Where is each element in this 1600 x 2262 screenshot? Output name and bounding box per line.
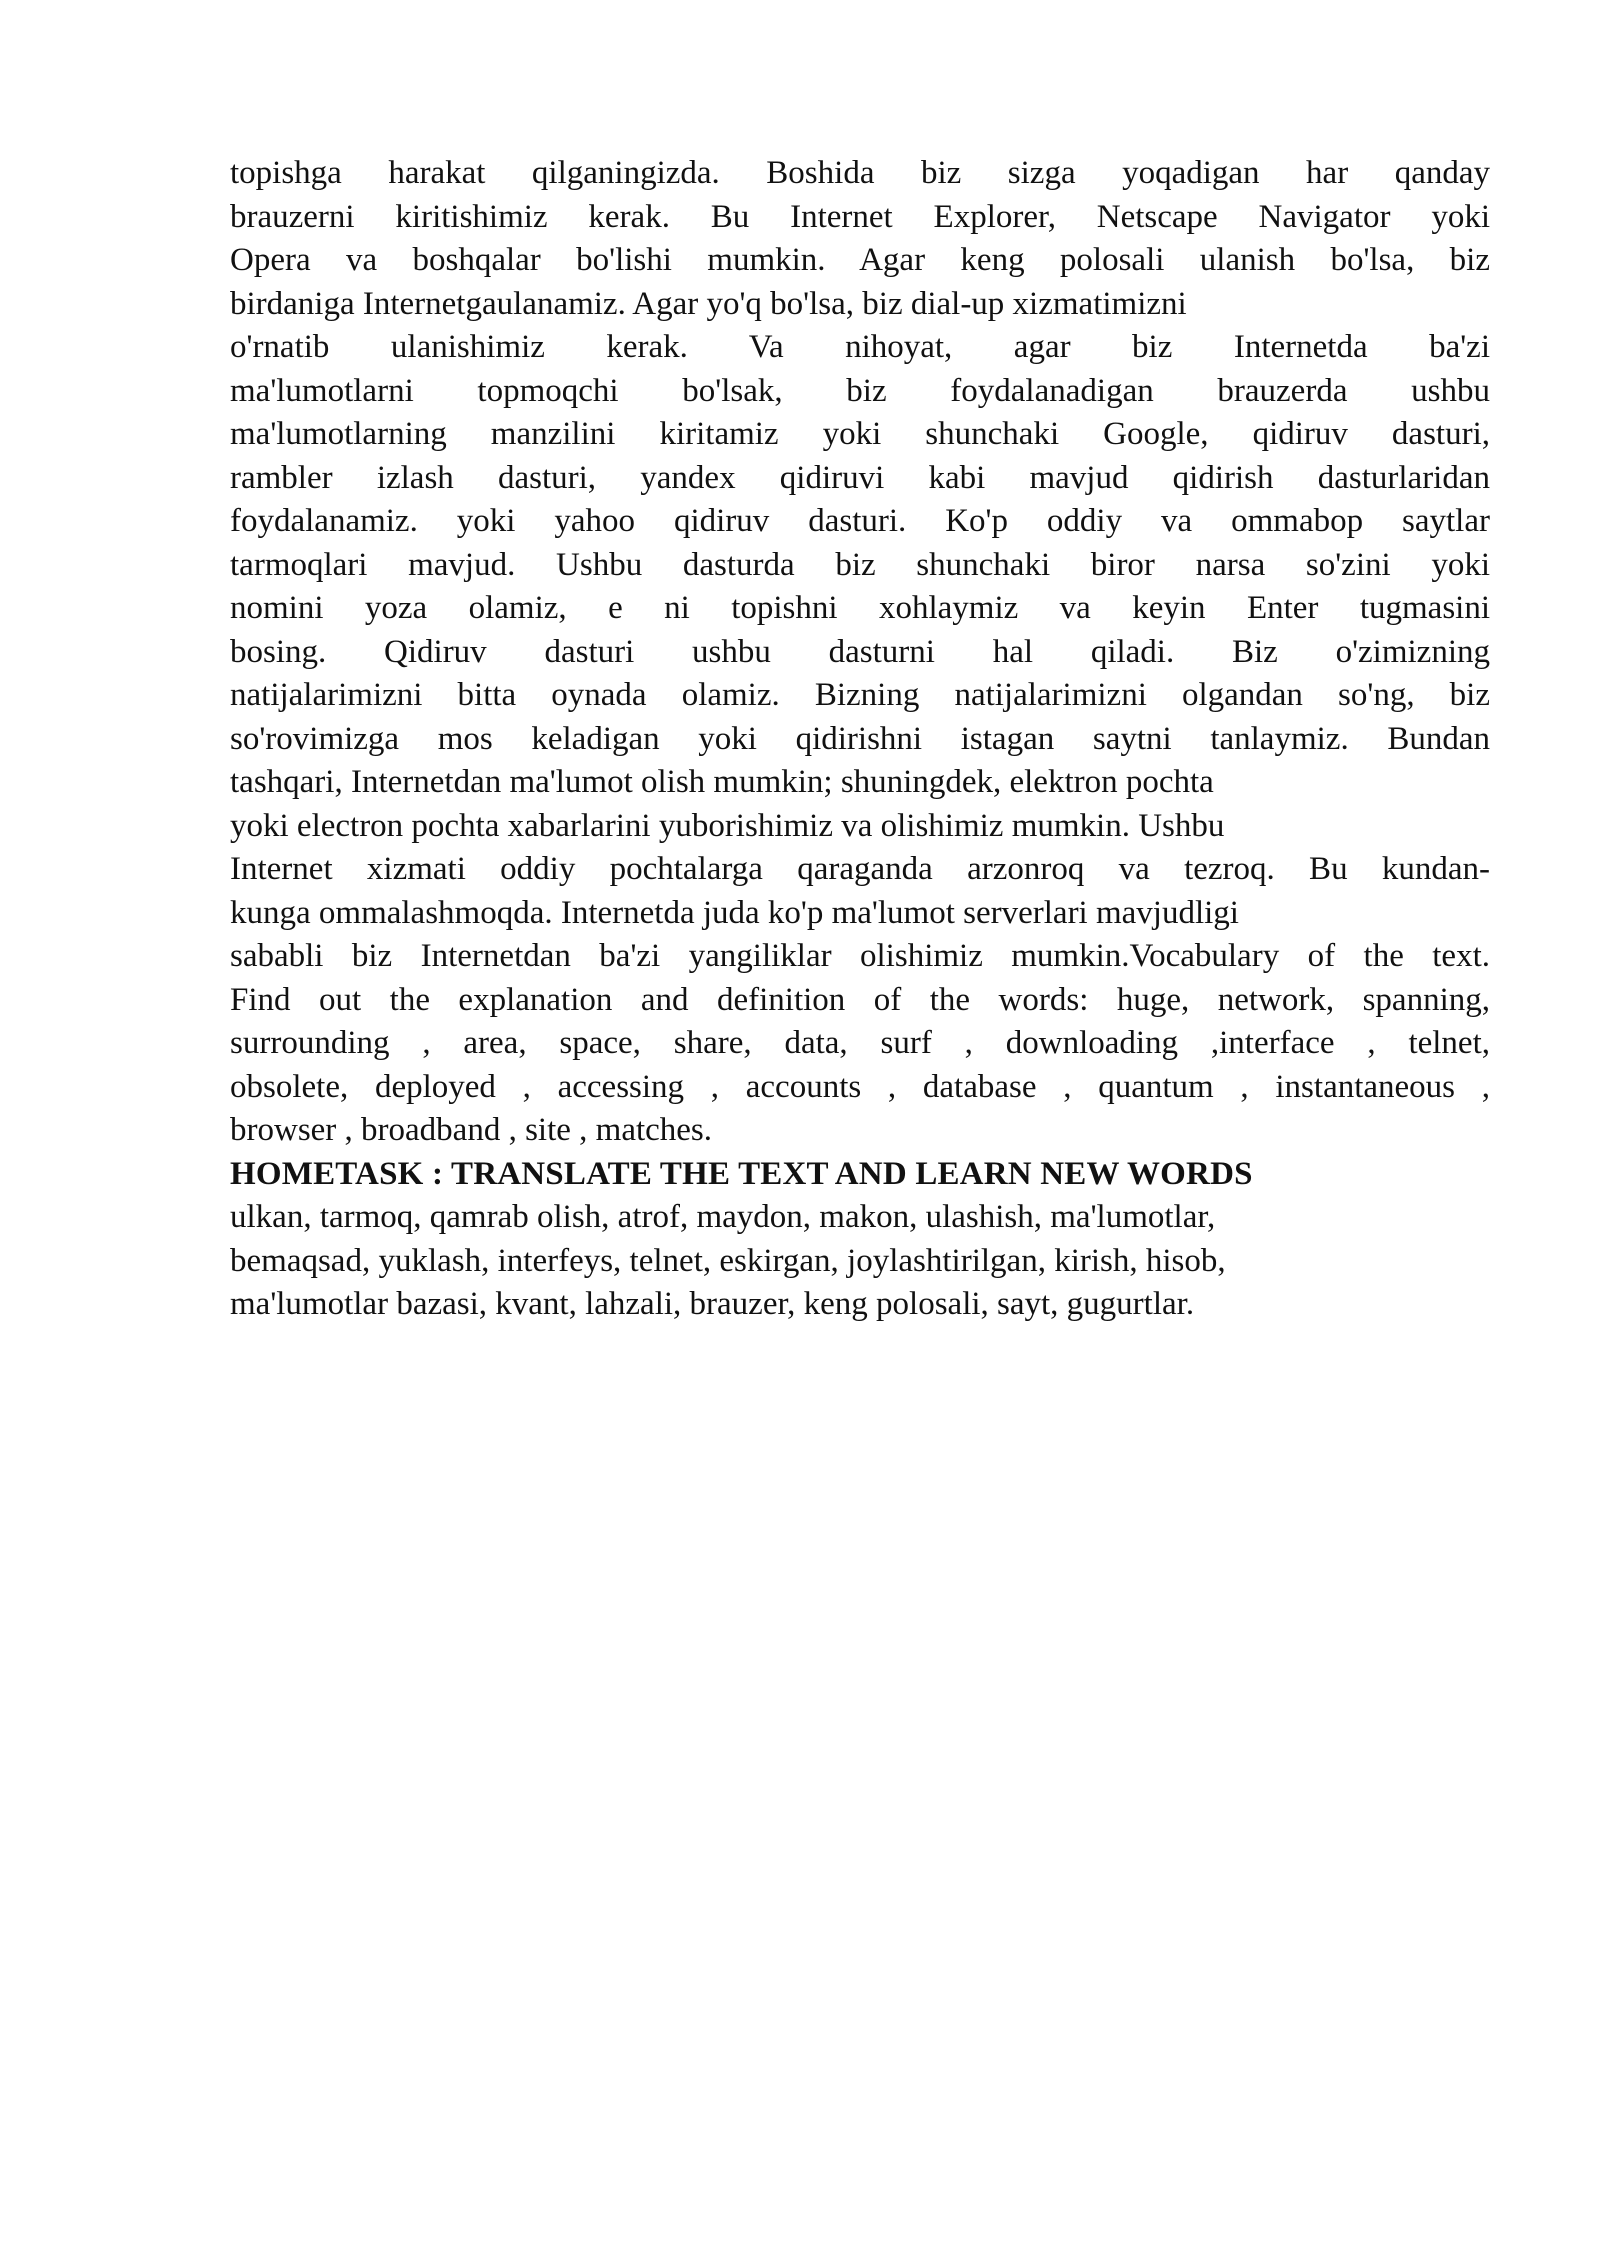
translation-line: ma'lumotlar bazasi, kvant, lahzali, brauzer, keng polosali, sayt, gugurtlar. <box>230 1286 1195 1322</box>
body-line: topishga harakat qilganingizda. Boshida biz sizga yoqadigan har qanday <box>230 155 1490 191</box>
translation-paragraph <box>230 1196 1490 1327</box>
body-line: tashqari, Internetdan ma'lumot olish mumkin; shuningdek, elektron pochta <box>230 764 1214 800</box>
body-line: so'rovimizga mos keladigan yoki qidirishni istagan saytni tanlaymiz. Bundan <box>230 720 1490 757</box>
body-line: ma'lumotlarning manzilini kiritamiz yoki shunchaki Google, qidiruv dasturi, <box>230 416 1490 452</box>
body-line: bosing. Qidiruv dasturi ushbu dasturni hal qiladi. Biz o'zimizning <box>230 633 1490 670</box>
body-paragraph <box>230 152 1490 1153</box>
body-line: obsolete, deployed , accessing , accounts , database , quantum , instantaneous , <box>230 1068 1490 1105</box>
document-text <box>230 152 1490 1327</box>
body-line: brauzerni kiritishimiz kerak. Bu Internet Explorer, Netscape Navigator yoki <box>230 198 1490 235</box>
body-line: natijalarimizni bitta oynada olamiz. Bizning natijalarimizni olgandan so'ng, biz <box>230 677 1490 713</box>
body-line: Opera va boshqalar bo'lishi mumkin. Agar keng polosali ulanish bo'lsa, biz <box>230 242 1490 278</box>
body-line: nomini yoza olamiz, e ni topishni xohlaymiz va keyin Enter tugmasini <box>230 590 1490 626</box>
body-line: surrounding , area, space, share, data, surf , downloading ,interface , telnet, <box>230 1025 1490 1061</box>
body-line: ma'lumotlarni topmoqchi bo'lsak, biz foydalanadigan brauzerda ushbu <box>230 372 1490 409</box>
hometask-heading: HOMETASK : TRANSLATE THE TEXT AND LEARN NEW WORDS <box>230 1155 1253 1192</box>
body-line: birdaniga Internetgaulanamiz. Agar yo'q bo'lsa, biz dial-up xizmatimizni <box>230 285 1187 322</box>
body-line: browser , broadband , site , matches. <box>230 1112 713 1148</box>
body-line: Find out the explanation and definition of the words: huge, network, spanning, <box>230 981 1490 1018</box>
body-line: rambler izlash dasturi, yandex qidiruvi kabi mavjud qidirish dasturlaridan <box>230 459 1490 496</box>
body-line: kunga ommalashmoqda. Internetda juda ko'p ma'lumot serverlari mavjudligi <box>230 894 1239 931</box>
body-line: o'rnatib ulanishimiz kerak. Va nihoyat, agar biz Internetda ba'zi <box>230 329 1490 365</box>
translation-line: bemaqsad, yuklash, interfeys, telnet, eskirgan, joylashtirilgan, kirish, hisob, <box>230 1242 1226 1279</box>
body-line: foydalanamiz. yoki yahoo qidiruv dasturi. Ko'p oddiy va ommabop saytlar <box>230 503 1490 539</box>
body-line: tarmoqlari mavjud. Ushbu dasturda biz shunchaki biror narsa so'zini yoki <box>230 546 1490 583</box>
translation-line: ulkan, tarmoq, qamrab olish, atrof, maydon, makon, ulashish, ma'lumotlar, <box>230 1199 1216 1235</box>
body-line: Internet xizmati oddiy pochtalarga qaraganda arzonroq va tezroq. Bu kundan- <box>230 851 1490 887</box>
body-line: sababli biz Internetdan ba'zi yangiliklar olishimiz mumkin.Vocabulary of the text. <box>230 938 1490 974</box>
body-line: yoki electron pochta xabarlarini yuborishimiz va olishimiz mumkin. Ushbu <box>230 807 1225 844</box>
